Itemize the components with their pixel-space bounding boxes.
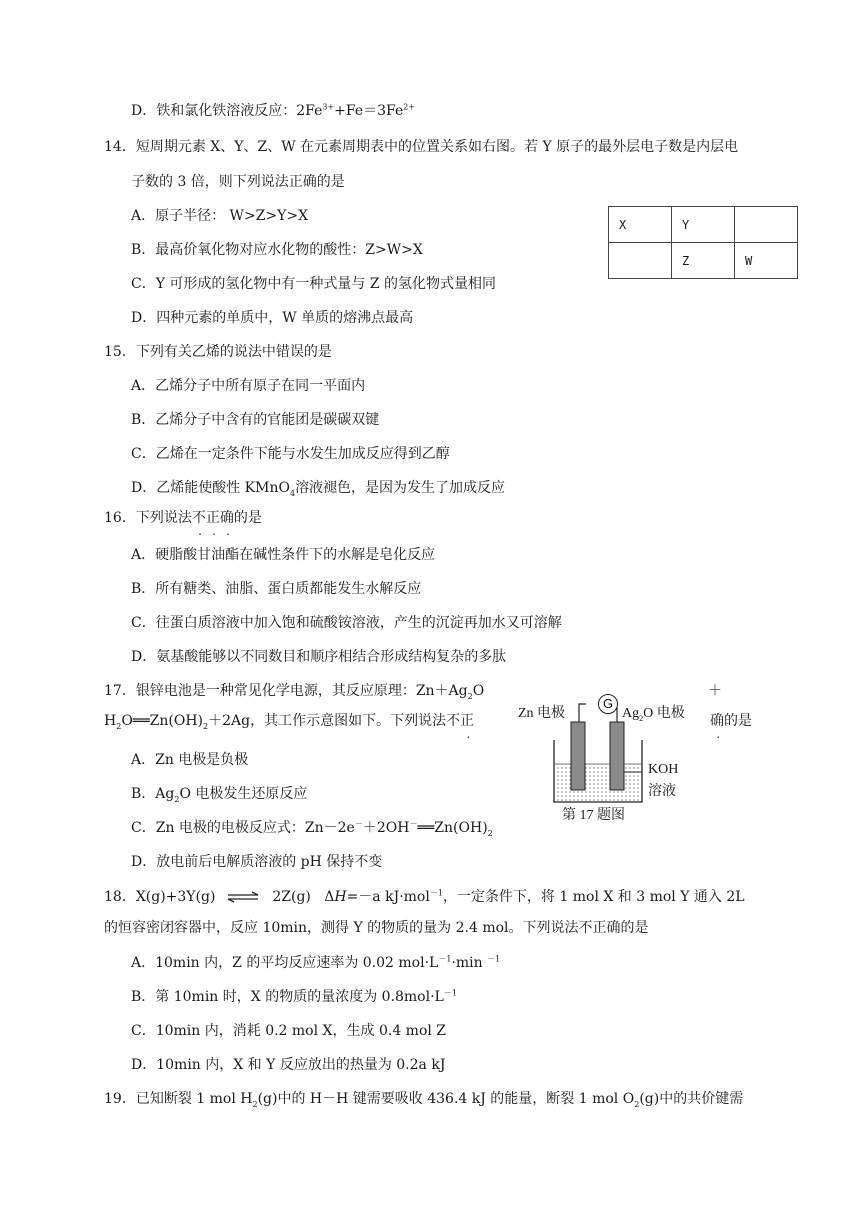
- q15-stem: 15．下列有关乙烯的说法中错误的是: [104, 344, 332, 360]
- q17-plus: ＋: [708, 683, 722, 699]
- q17-battery-figure: [516, 690, 716, 830]
- emphasis-char: 不: [191, 510, 206, 526]
- q14-stem-line1: 14．短周期元素 X、Y、Z、W 在元素周期表中的位置关系如右图。若 Y 原子的最外层电子数是内层电: [104, 139, 739, 155]
- q15-option-b: B．乙烯分子中含有的官能团是碳碳双键: [131, 412, 380, 428]
- table-row: [609, 207, 798, 243]
- q17-option-c: C．Zn 电极的电极反应式：$Zn-2e^-+2OH^-══Zn(OH)_2$: [131, 819, 493, 838]
- galvanometer-icon: G: [598, 694, 618, 714]
- table-cell: Z: [672, 243, 735, 279]
- q18-stem-line1: 18．X(g)+3Y(g) 2Z(g) ΔH=－a kJ·mol$^{-1}$，一定条件下，将 1 mol X 和 3 mol Y 通入 2L: [104, 888, 745, 905]
- q16-option-c: C．往蛋白质溶液中加入饱和硫酸铵溶液，产生的沉淀再加水又可溶解: [131, 615, 562, 631]
- q14-option-d: D．四种元素的单质中，W 单质的熔沸点最高: [131, 310, 414, 326]
- emphasis-char: 正: [205, 510, 220, 526]
- q15-option-d: D．乙烯能使酸性 KMnO$_4$溶液褪色，是因为发生了加成反应: [131, 480, 506, 498]
- emphasis-char: 正: [460, 713, 475, 729]
- q14-option-c: C．Y 可形成的氢化物中有一种式量与 Z 的氢化物式量相同: [131, 276, 497, 292]
- figure-caption: 第 17 题图: [562, 808, 625, 823]
- q17-option-d: D．放电前后电解质溶液的 pH 保持不变: [131, 854, 383, 870]
- q15-option-a: A．乙烯分子中所有原子在同一平面内: [131, 378, 366, 394]
- q16-stem: 16．下列说法不正确的是: [104, 510, 262, 526]
- koh-label: KOH: [648, 762, 679, 777]
- table-cell: [609, 243, 672, 279]
- q16-option-d: D．氨基酸能够以不同数目和顺序相结合形成结构复杂的多肽: [131, 649, 507, 665]
- q17-option-a: A．Zn 电极是负极: [131, 752, 249, 768]
- q13-option-d: D．铁和氯化铁溶液反应：$2Fe^{3+}+Fe=3Fe^{2+}$: [131, 102, 416, 119]
- q15-option-c: C．乙烯在一定条件下能与水发生加成反应得到乙醇: [131, 446, 450, 462]
- periodic-table-excerpt: [608, 206, 798, 279]
- q17-stem-line1: 17．银锌电池是一种常见化学电源，其反应原理：$Zn+Ag_2O$: [104, 683, 485, 701]
- table-cell: X: [609, 207, 672, 243]
- q17-stem-line2: $H_2O══Zn(OH)_2+2Ag$，其工作示意图如下。下列说法不正: [104, 713, 475, 731]
- table-row: [609, 243, 798, 279]
- table-cell: Y: [672, 207, 735, 243]
- q18-option-c: C．10min 内，消耗 0.2 mol X，生成 0.4 mol Z: [131, 1023, 447, 1039]
- q17-option-b: B．$Ag_2O$ 电极发生还原反应: [131, 786, 308, 804]
- solution-label: 溶液: [648, 784, 676, 799]
- q18-option-a: A．10min 内，Z 的平均反应速率为 0.02 $mol\cdot L^{-1}\cdot\min$ $^{-1}$: [131, 954, 501, 971]
- q14-option-b: B．最高价氧化物对应水化物的酸性：Z>W>X: [131, 242, 423, 258]
- emphasis-char: 确: [710, 713, 724, 729]
- zn-electrode-label: Zn 电极: [518, 706, 566, 721]
- q18-stem-line2: 的恒容密闭容器中，反应 10min，测得 Y 的物质的量为 2.4 mol。下列说法不正确的是: [104, 920, 649, 936]
- ag2o-electrode-label: $Ag_2O$ 电极: [622, 706, 685, 723]
- emphasis-char: 确: [219, 510, 234, 526]
- q18-option-b: B．第 10min 时，X 的物质的量浓度为 $0.8mol\cdot L^{-1}$: [131, 988, 457, 1005]
- q17-stem-line2-end: 确的是: [710, 713, 752, 729]
- q14-stem-line2: 子数的 3 倍，则下列说法正确的是: [131, 174, 345, 190]
- q14-option-a: A．原子半径： W>Z>Y>X: [131, 208, 309, 224]
- q18-option-d: D．10min 内，X 和 Y 反应放出的热量为 0.2a kJ: [131, 1057, 446, 1073]
- q16-option-b: B．所有糖类、油脂、蛋白质都能发生水解反应: [131, 581, 422, 597]
- q16-option-a: A．硬脂酸甘油酯在碱性条件下的水解是皂化反应: [131, 547, 436, 563]
- q19-stem-line1: 19．已知断裂 1 mol $H_2(g)$中的 H－H 键需要吸收 436.4 kJ 的能量，断裂 1 mol $O_2(g)$中的共价键需: [104, 1091, 744, 1109]
- table-cell: [735, 207, 798, 243]
- table-cell: W: [735, 243, 798, 279]
- equilibrium-arrow-icon: [226, 891, 260, 903]
